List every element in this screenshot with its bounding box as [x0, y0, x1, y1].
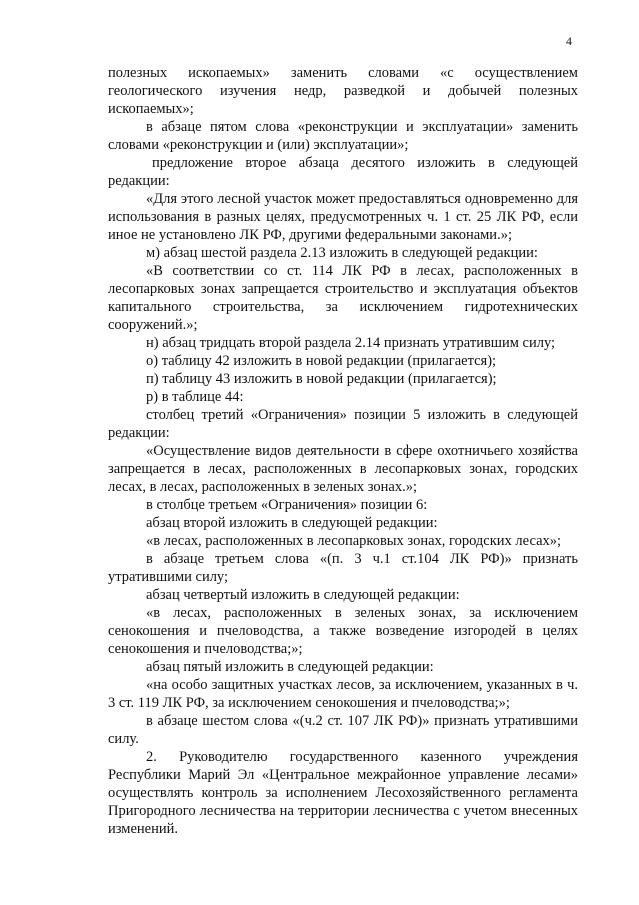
- paragraph-17: абзац четвертый изложить в следующей редакции:: [146, 587, 460, 603]
- paragraph-5: м) абзац шестой раздела 2.13 изложить в следующей редакции:: [146, 245, 538, 261]
- page-number: 4: [566, 34, 572, 48]
- paragraph-4: «Для этого лесной участок может предоставляться одновременно для использования в разных целях, предусмотренных ч. 1 ст. 25 ЛК РФ, если иное не установлено ЛК РФ, другими федеральными законами.»;: [108, 191, 578, 243]
- paragraph-1: полезных ископаемых» заменить словами «с осуществлением геологического изучения недр, разведкой и добычей полезных ископаемых»;: [108, 65, 578, 117]
- paragraph-22: 2. Руководителю государственного казенного учреждения Республики Марий Эл «Центральное межрайонное управление лесами» осуществлять контроль за исполнением Лесохозяйственного регламента Пригородного лесничества на территории лесничества с учетом внесенных изменений.: [108, 749, 578, 837]
- paragraph-6: «В соответствии со ст. 114 ЛК РФ в лесах, расположенных в лесопарковых зонах запрещается строительство и эксплуатация объектов капитального строительства, за исключением гидротехнических сооружений.»;: [108, 263, 578, 333]
- paragraph-2: в абзаце пятом слова «реконструкции и эксплуатации» заменить словами «реконструкции и (или) эксплуатации»;: [108, 119, 578, 153]
- paragraph-3: предложение второе абзаца десятого изложить в следующей редакции:: [108, 155, 578, 189]
- paragraph-13: в столбце третьем «Ограничения» позиции 6:: [146, 497, 428, 513]
- paragraph-11: столбец третий «Ограничения» позиции 5 изложить в следующей редакции:: [108, 407, 578, 441]
- paragraph-16: в абзаце третьем слова «(п. 3 ч.1 ст.104 ЛК РФ)» признать утратившими силу;: [108, 551, 578, 585]
- paragraph-15: «в лесах, расположенных в лесопарковых зонах, городских лесах»;: [146, 533, 562, 549]
- paragraph-8: о) таблицу 42 изложить в новой редакции (прилагается);: [146, 353, 497, 369]
- paragraph-18: «в лесах, расположенных в зеленых зонах, за исключением сенокошения и пчеловодства, а также возведение изгородей в целях сенокошения и пчеловодства;»;: [108, 605, 578, 657]
- paragraph-21: в абзаце шестом слова «(ч.2 ст. 107 ЛК РФ)» признать утратившими силу.: [108, 713, 578, 747]
- paragraph-7: н) абзац тридцать второй раздела 2.14 признать утратившим силу;: [146, 335, 556, 351]
- paragraph-9: п) таблицу 43 изложить в новой редакции (прилагается);: [146, 371, 497, 387]
- paragraph-10: р) в таблице 44:: [146, 389, 244, 405]
- paragraph-12: «Осуществление видов деятельности в сфере охотничьего хозяйства запрещается в лесах, расположенных в лесопарковых зонах, городских лесах, в лесах, расположенных в зеленых зонах.»;: [108, 443, 578, 495]
- paragraph-19: абзац пятый изложить в следующей редакции:: [146, 659, 434, 675]
- paragraph-14: абзац второй изложить в следующей редакции:: [146, 515, 438, 531]
- document-body: [108, 64, 578, 838]
- paragraph-20: «на особо защитных участках лесов, за исключением, указанных в ч. 3 ст. 119 ЛК РФ, за исключением сенокошения и пчеловодства;»;: [108, 677, 578, 711]
